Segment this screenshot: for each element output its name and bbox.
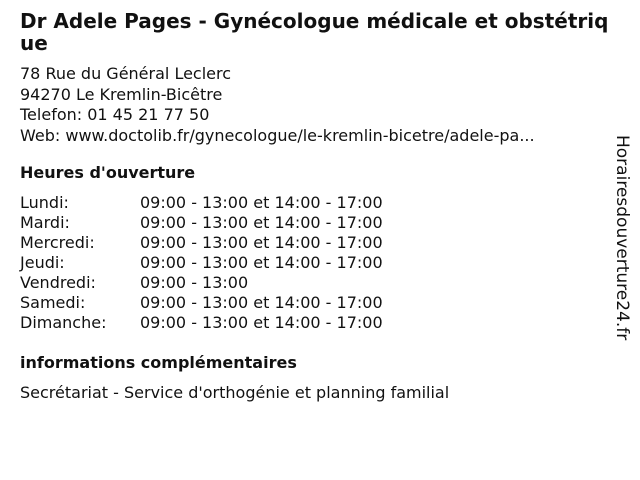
page-title: Dr Adele Pages - Gynécologue médicale et obstétrique: [20, 9, 609, 55]
time-range: 09:00 - 13:00 et 14:00 - 17:00: [140, 313, 383, 332]
hours-row-tuesday: [20, 213, 383, 233]
day-label: Vendredi:: [20, 273, 96, 292]
day-label: Samedi:: [20, 293, 86, 312]
day-label: Jeudi:: [20, 253, 65, 272]
extra-info-heading: informations complémentaires: [20, 353, 297, 372]
address-block: [20, 64, 535, 146]
extra-info-text: Secrétariat - Service d'orthogénie et planning familial: [20, 383, 450, 402]
street-address: 78 Rue du Général Leclerc: [20, 64, 232, 83]
hours-row-thursday: [20, 253, 383, 273]
day-label: Lundi:: [20, 193, 69, 212]
time-range: 09:00 - 13:00 et 14:00 - 17:00: [140, 213, 383, 232]
hours-heading: Heures d'ouverture: [20, 163, 196, 182]
time-range: 09:00 - 13:00 et 14:00 - 17:00: [140, 193, 383, 212]
day-label: Dimanche:: [20, 313, 107, 332]
watermark: Horairesdouverture24.fr: [612, 135, 632, 341]
hours-row-sunday: [20, 313, 383, 333]
time-range: 09:00 - 13:00 et 14:00 - 17:00: [140, 233, 383, 252]
time-range: 09:00 - 13:00 et 14:00 - 17:00: [140, 293, 383, 312]
city-address: 94270 Le Kremlin-Bicêtre: [20, 84, 223, 104]
time-range: 09:00 - 13:00: [140, 273, 249, 292]
hours-table: [20, 193, 383, 333]
phone-number[interactable]: Telefon: 01 45 21 77 50: [20, 105, 210, 124]
website-link[interactable]: Web: www.doctolib.fr/gynecologue/le-kremlin-bicetre/adele-pa...: [20, 125, 535, 145]
hours-row-saturday: [20, 293, 383, 313]
hours-row-wednesday: [20, 233, 383, 253]
day-label: Mardi:: [20, 213, 70, 232]
day-label: Mercredi:: [20, 233, 95, 252]
time-range: 09:00 - 13:00 et 14:00 - 17:00: [140, 253, 383, 272]
hours-row-monday: [20, 193, 383, 213]
hours-row-friday: [20, 273, 383, 293]
